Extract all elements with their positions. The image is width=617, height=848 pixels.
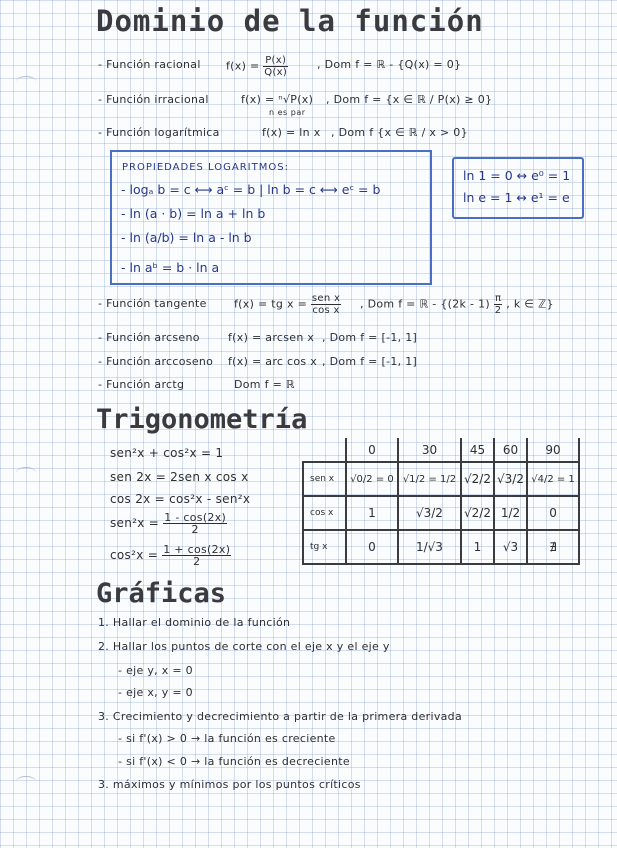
fn-irrational-domain: , Dom f = {x ∈ ℝ / P(x) ≥ 0}: [326, 93, 493, 106]
fn-rational-num: P(x): [265, 55, 287, 66]
trig-identity-4-lhs: sen²x =: [110, 516, 160, 530]
trig-cell: √3/2: [398, 496, 461, 530]
fn-tangent-domain-prefix: , Dom f = ℝ - {(2k - 1): [360, 297, 490, 311]
trig-row-label: tg x: [303, 530, 346, 564]
trig-identity-5: [110, 544, 231, 567]
trig-header-60: 60: [494, 438, 527, 462]
trig-header-45: 45: [461, 438, 494, 462]
trig-identity-5-num: 1 + cos(2x): [163, 543, 231, 556]
graphs-step-2: 2. Hallar los puntos de corte con el eje x y el eje y: [98, 640, 390, 653]
fn-arctg-label: - Función arctg: [98, 378, 185, 391]
trig-cell: √3/2: [494, 462, 527, 496]
fn-irrational-note: n es par: [269, 108, 306, 117]
graphs-step-3b: - si f'(x) < 0 → la función es decreciente: [118, 755, 350, 768]
trig-cell: √0/2 = 0: [346, 462, 398, 496]
fn-tangent-domain-suffix: , k ∈ ℤ}: [506, 297, 554, 311]
table-row: [303, 530, 579, 564]
fn-tangent-den: cos x: [312, 305, 340, 316]
log-value-1: ln 1 = 0 ↔ e⁰ = 1: [463, 168, 571, 183]
log-prop-1: - logₐ b = c ⟷ aᶜ = b | ln b = c ⟷ eᶜ = b: [121, 182, 381, 197]
graphs-step-2a: - eje y, x = 0: [118, 664, 193, 677]
trig-cell: √2/2: [461, 496, 494, 530]
trig-cell: 1/√3: [398, 530, 461, 564]
fn-rational-domain: , Dom f = ℝ - {Q(x) = 0}: [317, 58, 462, 71]
binder-hole: [16, 776, 36, 787]
fn-rational-formula: [226, 55, 288, 78]
fn-rational-label: - Función racional: [98, 58, 201, 71]
fn-rational-den: Q(x): [264, 67, 288, 78]
fn-tangent-pi-num: π: [494, 293, 502, 304]
page-title: Dominio de la función: [96, 4, 484, 38]
trig-cell: 1/2: [494, 496, 527, 530]
fn-arcsin-label: - Función arcseno: [98, 331, 200, 344]
trig-row-label: sen x: [303, 462, 346, 496]
fn-irrational-label: - Función irracional: [98, 93, 209, 106]
log-values-box: [452, 157, 584, 219]
trig-table-header: [303, 438, 579, 462]
trig-cell: √4/2 = 1: [527, 462, 579, 496]
trig-identity-4-den: 2: [191, 523, 199, 536]
binder-hole: [16, 467, 36, 478]
trig-cell: 0: [346, 530, 398, 564]
log-prop-2: - ln (a · b) = ln a + ln b: [121, 206, 266, 221]
fn-rational-prefix: f(x) =: [226, 59, 260, 73]
trig-identity-1: sen²x + cos²x = 1: [110, 446, 224, 460]
fn-arcsin-formula: f(x) = arcsen x: [228, 331, 315, 344]
trig-header-0: 0: [346, 438, 398, 462]
fn-tangent-domain: [360, 293, 554, 316]
graphs-step-4: 3. máximos y mínimos por los puntos críticos: [98, 778, 361, 791]
fn-arccos-label: - Función arccoseno: [98, 355, 214, 368]
binder-hole: [16, 76, 36, 87]
trig-cell: ∄: [527, 530, 579, 564]
graphs-step-3: 3. Crecimiento y decrecimiento a partir de la primera derivada: [98, 710, 462, 723]
trig-cell: 1: [346, 496, 398, 530]
trig-table-corner: [303, 438, 346, 462]
table-row: [303, 462, 579, 496]
trig-row-label: cos x: [303, 496, 346, 530]
trig-cell: √1/2 = 1/2: [398, 462, 461, 496]
fn-tangent-pi-den: 2: [494, 305, 502, 316]
log-properties-title: PROPIEDADES LOGARITMOS:: [122, 162, 289, 173]
fn-arccos-domain: , Dom f = [-1, 1]: [322, 355, 418, 368]
table-row: [303, 496, 579, 530]
trig-cell: √2/2: [461, 462, 494, 496]
graphs-title: Gráficas: [96, 578, 227, 609]
graphs-step-1: 1. Hallar el dominio de la función: [98, 616, 291, 629]
trig-header-90: 90: [527, 438, 579, 462]
trig-cell: 1: [461, 530, 494, 564]
trig-identity-2: sen 2x = 2sen x cos x: [110, 470, 249, 484]
trig-identity-5-lhs: cos²x =: [110, 548, 159, 562]
trig-title: Trigonometría: [96, 404, 308, 435]
trig-header-30: 30: [398, 438, 461, 462]
graphs-step-2b: - eje x, y = 0: [118, 686, 193, 699]
fn-arcsin-domain: , Dom f = [-1, 1]: [322, 331, 418, 344]
log-value-2: ln e = 1 ↔ e¹ = e: [463, 190, 570, 205]
trig-cell: 0: [527, 496, 579, 530]
fn-log-label: - Función logarítmica: [98, 126, 220, 139]
fn-irrational-formula: f(x) = ⁿ√P(x): [241, 93, 314, 106]
fn-tangent-num: sen x: [311, 293, 341, 304]
fn-tangent-formula: [234, 293, 341, 316]
log-prop-4: - ln aᵇ = b · ln a: [121, 260, 220, 275]
fn-tangent-label: - Función tangente: [98, 297, 207, 310]
trig-identity-5-den: 2: [193, 555, 201, 568]
trig-table: [302, 438, 580, 565]
log-prop-3: - ln (a/b) = ln a - ln b: [121, 230, 252, 245]
fn-arccos-formula: f(x) = arc cos x: [228, 355, 318, 368]
trig-cell: √3: [494, 530, 527, 564]
trig-identity-4: [110, 512, 227, 535]
graphs-step-3a: - si f'(x) > 0 → la función es creciente: [118, 732, 336, 745]
fn-arctg-domain: Dom f = ℝ: [234, 378, 295, 391]
fn-log-domain: , Dom f {x ∈ ℝ / x > 0}: [331, 126, 468, 139]
trig-identity-3: cos 2x = cos²x - sen²x: [110, 492, 251, 506]
fn-tangent-prefix: f(x) = tg x =: [234, 297, 308, 311]
trig-identity-4-num: 1 - cos(2x): [164, 511, 227, 524]
fn-log-formula: f(x) = ln x: [262, 126, 321, 139]
